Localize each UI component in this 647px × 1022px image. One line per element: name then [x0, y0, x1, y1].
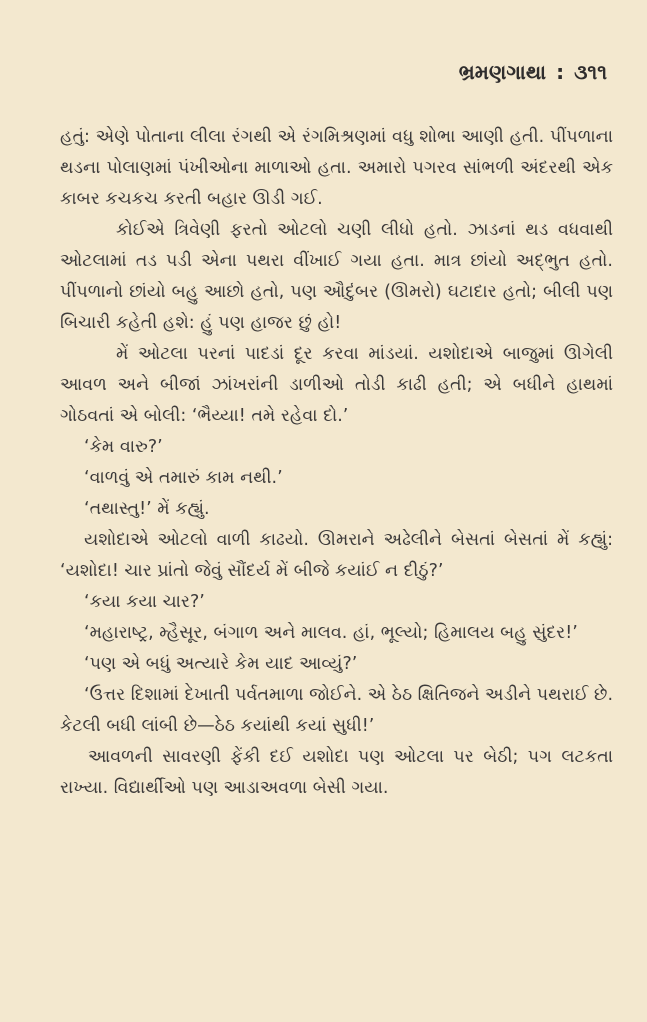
paragraph: મેં ઓટલા પરનાં પાદડાં દૂર કરવા માંડયાં. યશોદાએ બાજુમાં ઊગેલી આવળ અને બીજાં ઝાંખરાંની ડાળીઓ તોડી કાઢી હતી; એ બધીને હાથમાં ગોઠવતાં એ બોલી: ‘ભૈય્યા! તમે રહેવા દો.’: [60, 344, 613, 426]
dialog-line: ‘પણ એ બધું અત્યારે કેમ યાદ આવ્યું?’: [84, 654, 358, 674]
dialog-line: ‘કયા કયા ચાર?’: [84, 592, 205, 612]
dialog-line: યશોદાએ ઓટલો વાળી કાઢયો. ઊમરાને અઢેલીને બેસતાં બેસતાં મેં કહ્યું: ‘યશોદા! ચાર પ્રાંતો જેવું સૌંદર્ય મેં બીજે કયાંઈ ન દીઠું?’: [60, 530, 613, 581]
header-separator: :: [556, 60, 565, 84]
dialog-line: ‘વાળવું એ તમારું કામ નથી.’: [84, 468, 283, 488]
paragraph: કોઈએ ત્રિવેણી ફરતો ઓટલો ચણી લીધો હતો. ઝાડનાં થડ વધવાથી ઓટલામાં તડ પડી એના પથરા વીંખાઈ ગયા હતા. માત્ર છાંયો અદ્ભુત હતો. પીંપળાનો છાંયો બહુ આછો હતો, પણ ઔદુંબર (ઊમરો) ઘટાદાર હતો; બીલી પણ બિચારી કહેતી હશે: હું પણ હાજર છું હો!: [60, 220, 613, 333]
page-number: ૩૧૧: [574, 60, 607, 84]
dialog-line: ‘ઉત્તર દિશામાં દેખાતી પર્વતમાળા જોઈને. એ ઠેઠ ક્ષિતિજને અડીને પથરાઈ છે. કેટલી બધી લાંબી છે—ઠેઠ કયાંથી કયાં સુધી!’: [60, 685, 614, 736]
dialog-line: ‘કેમ વારુ?’: [84, 437, 163, 457]
paragraph: આવળની સાવરણી ફેંકી દઈ યશોદા પણ ઓટલા પર બેઠી; પગ લટકતા રાખ્યા. વિદ્યાર્થીઓ પણ આડાઅવળા બેસી ગયા.: [60, 747, 613, 798]
dialog-line: ‘તથાસ્તુ!’ મેં કહ્યું.: [84, 499, 210, 519]
paragraph: હતું: એણે પોતાના લીલા રંગથી એ રંગમિશ્રણમાં વધુ શોભા આણી હતી. પીંપળાના થડના પોલાણમાં પંખીઓના માળાઓ હતા. અમારો પગરવ સાંભળી અંદરથી એક કાબર કચકચ કરતી બહાર ઊડી ગઈ.: [60, 127, 613, 209]
body-text: [60, 122, 613, 804]
dialog-line: ‘મહારાષ્ટ્ર, મ્હૈસૂર, બંગાળ અને માલવ. હાં, ભૂલ્યો; હિમાલય બહુ સુંદર!’: [84, 623, 578, 643]
book-title: ભ્રમણગાથા: [458, 60, 547, 84]
running-header: [60, 60, 613, 84]
